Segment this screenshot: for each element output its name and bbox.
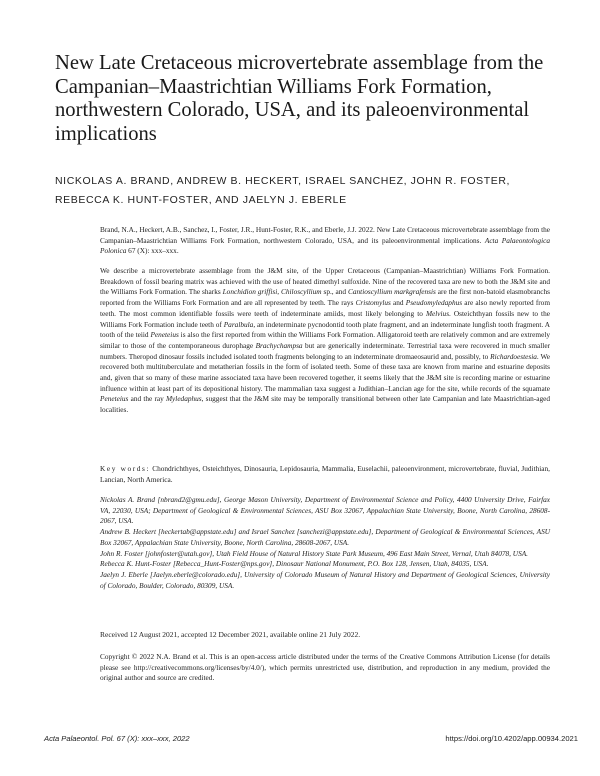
footer-journal: Acta Palaeontol. Pol. 67 (X): xxx–xxx, 2022 [44, 734, 190, 743]
author-list [55, 172, 575, 209]
affiliation-eberle: Jaelyn J. Eberle [Jaelyn.eberle@colorado.edu], University of Colorado Museum of Natural History and Department of Geological Sciences, University of Colorado, Boulder, Colorado, 80309, USA. [100, 569, 550, 590]
authors-line-2: REBECCA K. HUNT-FOSTER, AND JAELYN J. EBERLE [55, 193, 347, 206]
taxon-name: Lonchidion griffisi [222, 287, 278, 297]
abstract-text: and the ray [128, 394, 166, 404]
citation-journal: Acta Palaeontologica Polonica [100, 235, 550, 256]
affiliation-heckert-sanchez: Andrew B. Heckert [heckertab@appstate.edu] and Israel Sanchez [sanchezi@appstate.edu], Department of Geological & Environmental Sciences, ASU Box 32067, Appalachian State University, Boone, North Carolina, 28608-2067, USA. [100, 527, 550, 547]
abstract-text: , [277, 287, 282, 297]
taxon-name: Chiloscyllium [281, 287, 322, 297]
abstract-text: . Osteichthyan fossils new to the Williams Fork Formation include teeth of [100, 308, 550, 329]
abstract-text: . We recovered both multituberculate and metatherian fossils in the form of isolated teeth. Some of these taxa are known from marine and estuarine deposits and, given that so many of these marine associated taxa have been recovered together, it seems likely that the J&M site is recording marine or estuarine influence within at least part of its depositional history. The mammalian taxa suggest a Judithian–Lancian age for the site, while records of the squamate [100, 351, 550, 393]
taxon-name: Richardoestesia [490, 351, 537, 361]
abstract-text: sp., and [321, 287, 348, 297]
copyright-notice: Copyright © 2022 N.A. Brand et al. This is an open-access article distributed under the terms of the Creative Commons Attribution License (for details please see http://creativecommons.org/licenses/by/4.0/), which permits unrestricted use, distribution, and reproduction in any medium, provided the original author and source are credited. [100, 652, 550, 683]
taxon-name: Cristomylus [355, 298, 391, 308]
taxon-name: Pseudomyledaphus [405, 298, 463, 308]
citation-tail: 67 (X): xxx–xxx. [126, 246, 179, 256]
taxon-name: Peneteius [150, 330, 179, 340]
abstract-text: We describe a microvertebrate assemblage from the J&M site, of the Upper Cretaceous (Campanian–Maastrichtian) Williams Fork Formation. Breakdown of fossil bearing matrix was achieved with the use of heated dimethyl sulfoxide. Nine of the recovered taxa are new to both the J&M site and the Williams Fork Formation. The sharks [100, 266, 550, 297]
affiliation-hunt-foster: Rebecca K. Hunt-Foster [Rebecca_Hunt-Foster@nps.gov], Dinosaur National Monument, P.O. Box 128, Jensen, Utah, 84035, USA. [100, 559, 489, 569]
abstract-text: , suggest that the J&M site may be temporally transitional between other late Campanian and late Maastrichtian-aged localities. [100, 394, 550, 415]
received-dates: Received 12 August 2021, accepted 12 December 2021, available online 21 July 2022. [100, 630, 361, 639]
keywords-label: Key words: [100, 464, 151, 473]
paper-title: New Late Cretaceous microvertebrate assemblage from the Campanian–Maastrichtian Williams Fork Formation, northwestern Colorado, USA, and its paleoenvironmental implications [55, 52, 544, 145]
affiliation-foster: John R. Foster [johnfoster@utah.gov], Utah Field House of Natural History State Park Museum, 496 East Main Street, Vernal, Utah 84078, USA. [100, 548, 529, 558]
authors-line-1: NICKOLAS A. BRAND, ANDREW B. HECKERT, ISRAEL SANCHEZ, JOHN R. FOSTER, [55, 175, 511, 187]
citation [100, 225, 550, 257]
footer-doi: https://doi.org/10.4202/app.00934.2021 [445, 734, 578, 743]
taxon-name: Myledaphus [165, 394, 202, 404]
taxon-name: Melvius [425, 308, 450, 318]
abstract-text: are also newly reported from teeth. The most common identifiable fossils were teeth of indeterminate amiids, most likely belonging to [100, 298, 551, 318]
abstract-text: is also the first reported from within the Williams Fork Formation. Alligatoroid teeth are relatively common and are extremely similar to those of the contemporaneous durophage [100, 330, 551, 350]
keywords-text: Chondrichthyes, Osteichthyes, Dinosauria, Lepidosauria, Mammalia, Euselachii, paleoenvironment, microvertebrate, fluvial, Judithian, Lancian, North America. [100, 464, 550, 484]
taxon-name: Peneteius [100, 394, 129, 404]
abstract-text: , an indeterminate pycnodontid tooth plate fragment, and an indeterminate lungfish tooth fragment. A tooth of the teiid [100, 319, 550, 340]
affiliations [100, 495, 550, 591]
abstract [100, 266, 550, 416]
abstract-text: and [390, 298, 406, 308]
taxon-name: Paralbula [223, 319, 254, 329]
citation-text: Brand, N.A., Heckert, A.B., Sanchez, I., Foster, J.R., Hunt-Foster, R.K., and Eberle, J.J. 2022. New Late Cretaceous microvertebrate assemblage from the Campanian–Maastrichtian Williams Fork Formation, northwestern Colorado, USA, and its paleoenvironmental implications. [100, 225, 550, 245]
taxon-name: Brachychampsa [255, 340, 303, 350]
keywords [100, 464, 550, 485]
taxon-name: Cantioscyllium markgrafensis [348, 287, 436, 297]
affiliation-brand: Nickolas A. Brand [nbrand2@gmu.edu], George Mason University, Department of Environmental Science and Policy, 4400 University Drive, Fairfax VA, 22030, USA; Department of Geological & Environmental Sciences, ASU Box 32067, Appalachian State University, Boone, North Carolina, 28608-2067, USA. [100, 495, 550, 526]
abstract-text: but are generically indeterminate. Terrestrial taxa were recovered in much smaller numbers. Theropod dinosaur fossils included isolated tooth fragments belonging to an indeterminate dromaeosaurid and, possibly, to [100, 340, 550, 361]
abstract-text: are the first non-batoid elasmobranchs reported from the Williams Fork Formation and are all represented by teeth. The rays [100, 287, 551, 308]
